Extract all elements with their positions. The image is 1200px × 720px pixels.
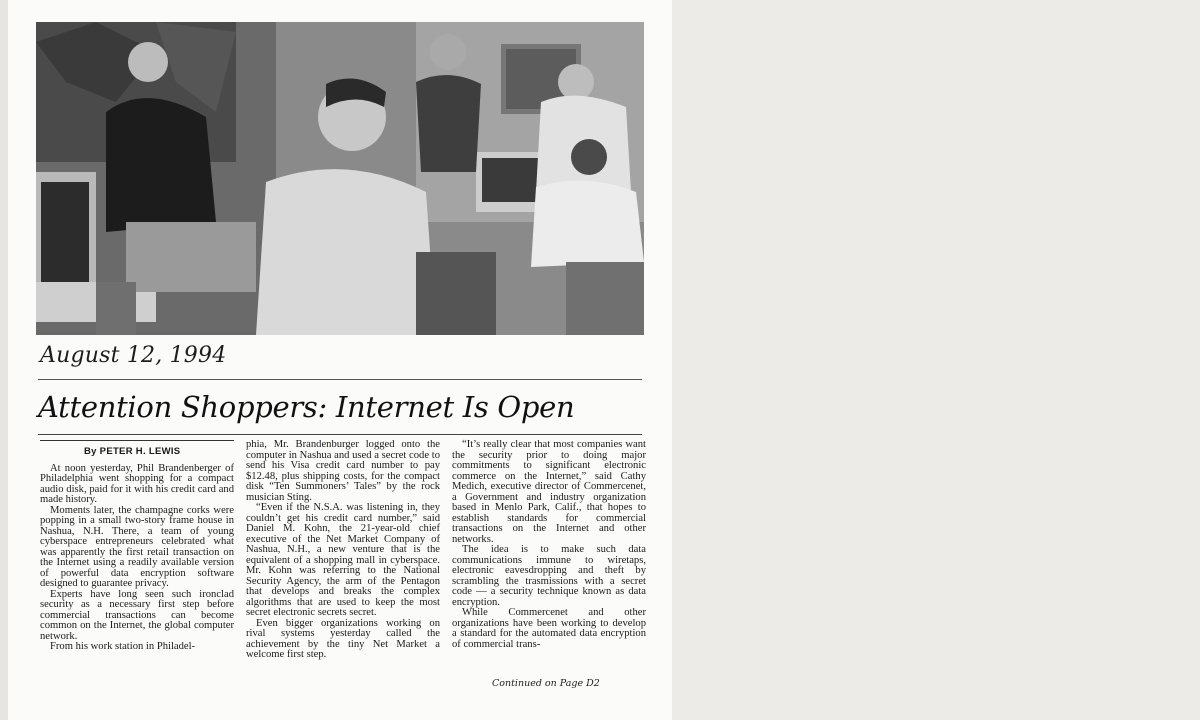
paragraph: Moments later, the champagne corks were popping in a small two-story frame house in Nashua, N.H. There, a team of young cyberspace entrepreneurs celebrated what was apparently the first retail transaction on the Internet using a readily available version of powerful data encryption software designed to guarantee privacy. <box>40 504 234 589</box>
paragraph: “It’s really clear that most companies want the security prior to doing major commitments to significant electronic commerce on the Internet,” said Cathy Medich, executive director of Commercenet, a Government and industry organization based in Menlo Park, Calif., that hopes to establish standards for commercial transactions on the Internet and other networks. <box>452 439 646 545</box>
page-margin <box>0 0 8 720</box>
paragraph: At noon yesterday, Phil Brandenberger of Philadelphia went shopping for a compact audio disk, paid for it with his credit card and made history. <box>40 462 234 505</box>
paragraph: phia, Mr. Brandenburger logged onto the computer in Nashua and used a secret code to send his Visa credit card number to pay $12.48, plus shipping costs, for the compact disk “Ten Summoners’ Tales” by the rock musician Sting. <box>246 439 440 503</box>
article-column-1 <box>40 440 234 653</box>
newspaper-clipping <box>8 0 672 720</box>
divider <box>38 434 642 435</box>
article-byline: By PETER H. LEWIS <box>84 446 181 457</box>
continued-note: Continued on Page D2 <box>492 678 600 689</box>
divider <box>40 440 234 441</box>
paragraph: While Commercenet and other organizations have been working to develop a standard for the automated data encryption of commercial trans- <box>452 607 646 650</box>
article-date: August 12, 1994 <box>40 343 227 368</box>
paragraph: The idea is to make such data communications immune to wiretaps, electronic eavesdropping and theft by scrambling the trasmissions with a secret code — a security technique known as data encryption. <box>452 544 646 608</box>
divider <box>38 379 642 380</box>
paragraph: Experts have long seen such ironclad security as a necessary first step before commercial transactions can become common on the Internet, the global computer network. <box>40 588 234 642</box>
article-column-3 <box>452 440 646 650</box>
paragraph: Even bigger organizations working on rival systems yesterday called the achievement by the tiny Net Market a welcome first step. <box>246 617 440 660</box>
article-headline: Attention Shoppers: Internet Is Open <box>38 390 575 424</box>
paragraph: “Even if the N.S.A. was listening in, they couldn’t get his credit card number,” said Daniel M. Kohn, the 21-year-old chief executive of the Net Market Company of Nashua, N.H., a new venture that is the equivalent of a shopping mall in cyberspace. Mr. Kohn was referring to the National Security Agency, the arm of the Pentagon that develops and breaks the complex algorithms that are used to keep the most secret electronic secrets secret. <box>246 502 440 618</box>
article-photo <box>36 22 644 335</box>
article-column-2 <box>246 440 440 661</box>
paragraph: From his work station in Philadel- <box>50 641 196 652</box>
